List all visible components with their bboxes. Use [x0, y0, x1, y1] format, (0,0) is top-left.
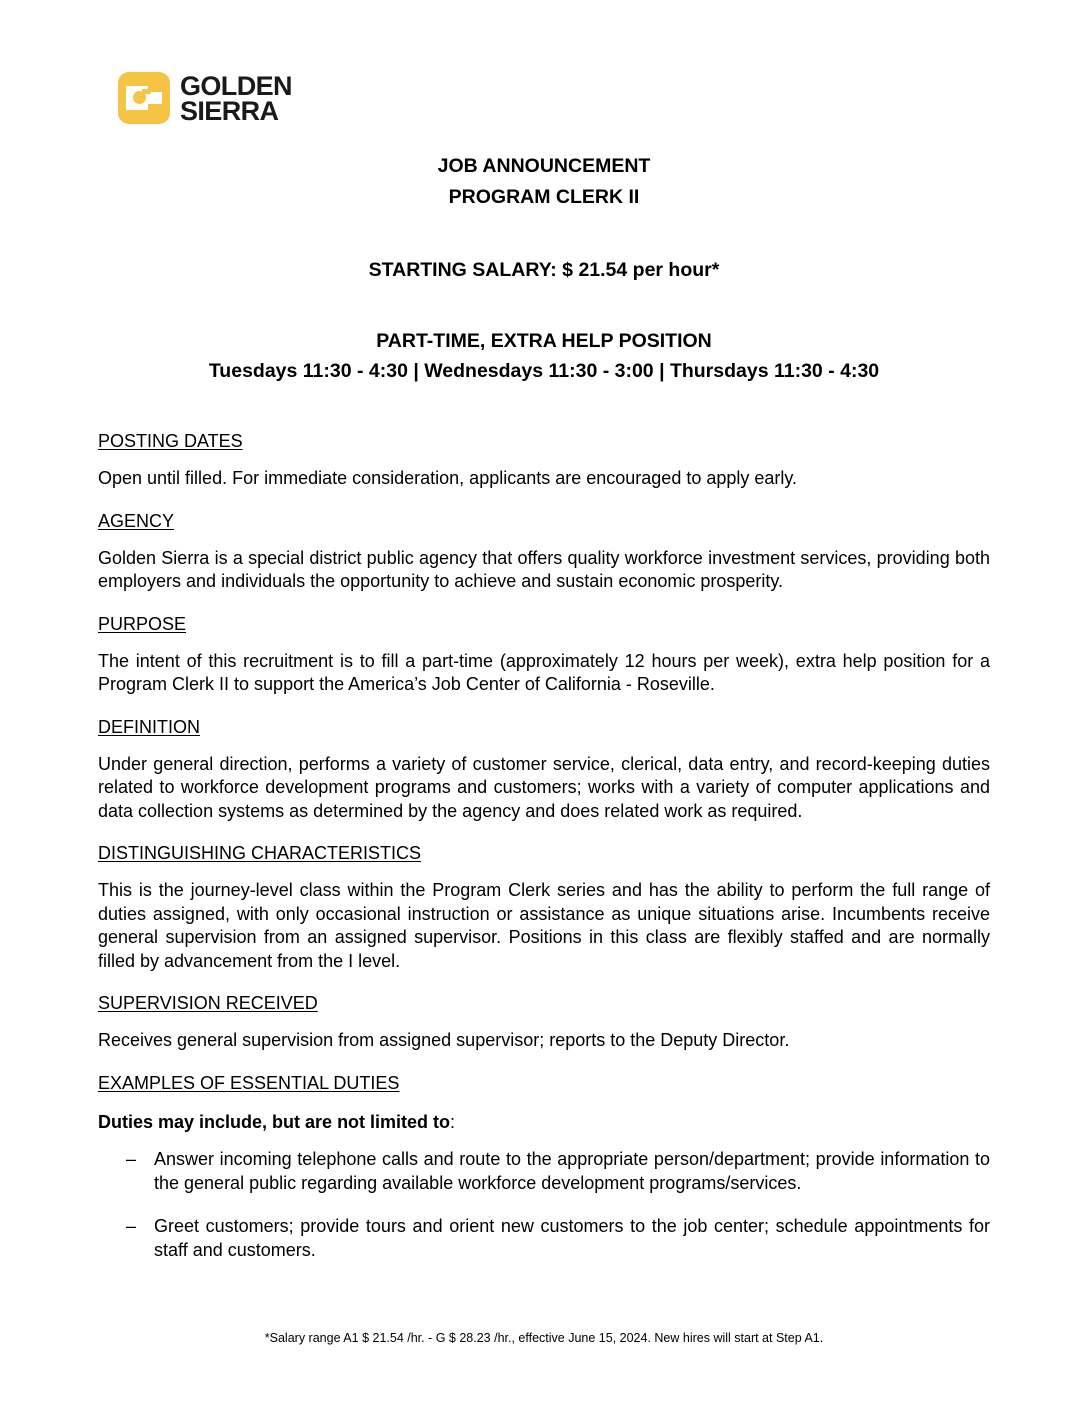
- duties-lead-in: [98, 1111, 990, 1135]
- logo-wordmark-line2: SIERRA: [180, 95, 279, 126]
- section-heading-supervision-received: SUPERVISION RECEIVED: [98, 993, 318, 1013]
- section-heading-agency: AGENCY: [98, 510, 175, 531]
- work-schedule-line: Tuesdays 11:30 - 4:30 | Wednesdays 11:30 - 3:00 | Thursdays 11:30 - 4:30: [208, 360, 880, 382]
- logo-wordmark-line1: GOLDEN: [180, 70, 292, 101]
- salary-footnote: *Salary range A1 $ 21.54 /hr. - G $ 28.23 /hr., effective June 15, 2024. New hires will start at Step A1.: [264, 1331, 824, 1345]
- starting-salary-line: STARTING SALARY: $ 21.54 per hour*: [368, 259, 720, 281]
- page-title: JOB ANNOUNCEMENT: [437, 155, 651, 177]
- logo-shape-bar: [142, 89, 151, 94]
- position-type-line: PART-TIME, EXTRA HELP POSITION: [376, 330, 712, 352]
- golden-sierra-logo-mark: [118, 72, 170, 124]
- section-heading-definition: DEFINITION: [98, 716, 200, 737]
- list-item: [98, 1148, 990, 1195]
- bullet-dash-icon: –: [126, 1149, 137, 1169]
- section-body-posting-dates: Open until filled. For immediate consideration, applicants are encouraged to apply early.: [98, 468, 798, 488]
- logo-wordmark: [180, 70, 292, 126]
- organization-logo: [118, 72, 292, 124]
- section-body-supervision-received: Receives general supervision from assigned supervisor; reports to the Deputy Director.: [98, 1030, 790, 1050]
- section-heading-purpose: PURPOSE: [98, 613, 187, 634]
- duties-lead-in-colon: :: [450, 1111, 456, 1132]
- section-heading-posting-dates: POSTING DATES: [98, 431, 243, 451]
- section-heading-distinguishing-characteristics: DISTINGUISHING CHARACTERISTICS: [98, 843, 422, 863]
- section-body-agency: Golden Sierra is a special district public agency that offers quality workforce investment services, providing both employers and individuals the opportunity to achieve and sustain economic prosperity.: [98, 547, 990, 591]
- duties-lead-in-text: Duties may include, but are not limited to: [98, 1111, 451, 1132]
- bullet-dash-icon: –: [126, 1216, 137, 1236]
- list-item: [98, 1215, 990, 1262]
- section-heading-essential-duties: EXAMPLES OF ESSENTIAL DUTIES: [98, 1072, 400, 1093]
- essential-duties-list: [98, 1148, 990, 1262]
- list-item-text: Greet customers; provide tours and orient new customers to the job center; schedule appointments for staff and customers.: [154, 1216, 990, 1260]
- document-body: [98, 385, 990, 1262]
- page-subtitle: PROGRAM CLERK II: [448, 186, 640, 208]
- list-item-text: Answer incoming telephone calls and route to the appropriate person/department; provide information to the general public regarding available workforce development programs/services.: [154, 1149, 990, 1193]
- section-body-purpose: The intent of this recruitment is to fill a part-time (approximately 12 hours per week), extra help position for a Program Clerk II to support the America’s Job Center of California - Roseville.: [98, 650, 990, 694]
- section-body-distinguishing-characteristics: This is the journey-level class within the Program Clerk series and has the ability to perform the full range of duties assigned, with only occasional instruction or assistance as unique situations arise. Incumbents receive general supervision from an assigned supervisor. Positions in this class are flexibly staffed and are normally filled by advancement from the I level.: [98, 880, 990, 971]
- section-body-definition: Under general direction, performs a variety of customer service, clerical, data entry, and record-keeping duties related to workforce development programs and customers; works with a variety of computer applications and data collection systems as determined by the agency and does related work as required.: [98, 753, 990, 821]
